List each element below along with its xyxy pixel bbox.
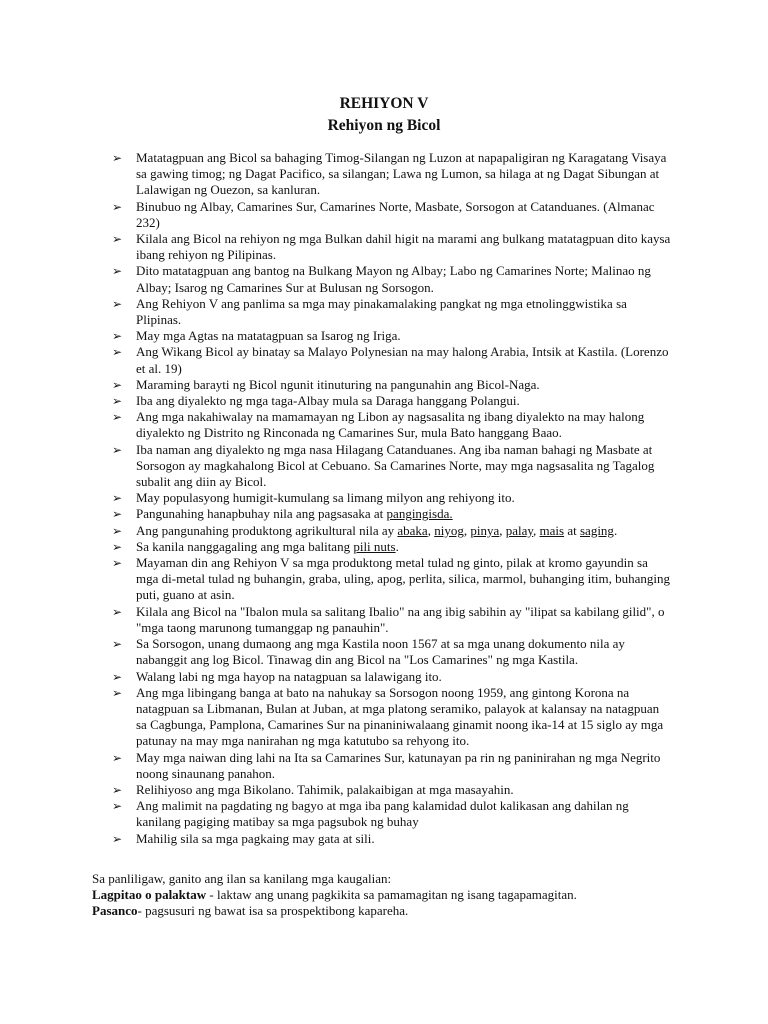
courtship-section — [92, 871, 692, 920]
list-item-text — [136, 328, 401, 343]
list-item-text — [136, 555, 670, 602]
term-label: Lagpitao o palaktaw — [92, 887, 207, 903]
courtship-intro: Sa panliligaw, ganito ang ilan sa kanilang mga kaugalian: — [92, 871, 392, 886]
bullet-list — [112, 150, 672, 847]
list-item — [112, 782, 672, 798]
arrow-bullet-icon: ➢ — [112, 604, 123, 619]
item-text: Ang pangunahing produktong agrikultural nila ay — [136, 522, 398, 538]
list-item — [112, 442, 672, 491]
list-item — [112, 393, 672, 409]
arrow-bullet-icon: ➢ — [112, 523, 123, 538]
page-title: REHIYON V — [339, 95, 429, 112]
arrow-bullet-icon: ➢ — [112, 831, 123, 846]
arrow-bullet-icon: ➢ — [112, 556, 123, 571]
list-item-text — [136, 750, 660, 781]
list-item — [112, 506, 672, 522]
item-text: Walang labi ng mga hayop na natagpuan sa lalawigang ito. — [136, 668, 442, 684]
item-text: Ang Rehiyon V ang panlima sa mga may pinakamalaking pangkat ng mga etnolinggwistika sa Plipinas. — [136, 295, 627, 328]
arrow-bullet-icon: ➢ — [112, 637, 123, 652]
arrow-bullet-icon: ➢ — [112, 151, 123, 165]
list-item — [112, 685, 672, 750]
list-item-text — [136, 798, 629, 829]
arrow-bullet-icon: ➢ — [112, 199, 123, 214]
item-text: Iba naman ang diyalekto ng mga nasa Hilagang Catanduanes. Ang iba naman bahagi ng Masbate at Sorsogon ay magkahalong Bicol at Cebuano. Sa Camarines Norte, may mga nagsasalita ng Tagalog subalit ang diin ay Bicol. — [136, 441, 655, 490]
list-item-text — [136, 442, 654, 489]
item-text: Relihiyoso ang mga Bikolano. Tahimik, palakaibigan at mga masayahin. — [136, 781, 514, 797]
item-text: May mga naiwan ding lahi na Ita sa Camarines Sur, katunayan pa rin ng paninirahan ng mga Negrito noong sinaunang panahon. — [136, 749, 661, 781]
term-definition: - laktaw ang unang pagkikita sa pamamagitan ng isang tagapamagitan. — [206, 887, 577, 903]
arrow-bullet-icon: ➢ — [112, 442, 123, 457]
item-text: Dito matatagpuan ang bantog na Bulkang Mayon ng Albay; Labo ng Camarines Norte; Malinao ng Albay; Isarog ng Camarines Sur at Bulusan ng Sorsogon. — [136, 263, 651, 295]
list-item — [112, 263, 672, 295]
list-item-text — [136, 377, 540, 392]
list-item — [112, 490, 672, 506]
list-item — [112, 296, 672, 328]
list-item-text — [136, 199, 655, 230]
item-text: Mahilig sila sa mga pagkaing may gata at sili. — [136, 830, 375, 846]
list-item-text — [136, 669, 442, 684]
list-item-text — [136, 344, 668, 375]
list-item-text — [136, 782, 514, 797]
list-item — [112, 344, 672, 376]
list-item — [112, 377, 672, 393]
arrow-bullet-icon: ➢ — [112, 507, 123, 522]
list-item-text — [136, 539, 399, 554]
arrow-bullet-icon: ➢ — [112, 491, 123, 506]
item-text: May populasyong humigit-kumulang sa limang milyon ang rehiyong ito. — [136, 490, 515, 506]
arrow-bullet-icon: ➢ — [112, 539, 123, 554]
list-item-text — [136, 604, 664, 635]
arrow-bullet-icon: ➢ — [112, 782, 123, 797]
list-item-text — [136, 490, 515, 505]
list-item-text — [136, 393, 520, 408]
list-item — [112, 539, 672, 555]
item-text: Sa Sorsogon, unang dumaong ang mga Kastila noon 1567 at sa mga unang dokumento nila ay nabanggit ang log Bicol. Tinawag din ang Bicol na "Los Camarines" ng mga Kastila. — [136, 636, 625, 668]
item-text: Ang malimit na pagdating ng bagyo at mga iba pang kalamidad dulot kalikasan ang dahilan ng kanilang pagiging matibay sa mga pagsubok ng buhay — [136, 798, 629, 830]
arrow-bullet-icon: ➢ — [112, 750, 123, 765]
list-item-text — [136, 685, 663, 749]
list-item — [112, 231, 672, 263]
item-text: Pangunahing hanapbuhay nila ang pagsasaka at — [136, 506, 387, 522]
arrow-bullet-icon: ➢ — [112, 669, 123, 684]
item-text: Mayaman din ang Rehiyon V sa mga produktong metal tulad ng ginto, pilak at kromo gayundin sa mga di-metal tulad ng buhangin, graba, uling, apog, perlita, silica, marmol, buhanging itim, buhanging puti, guano at asin. — [136, 555, 670, 603]
term-row — [92, 887, 692, 903]
underlined-text: pangingisda. — [386, 506, 453, 522]
list-item-text — [136, 296, 627, 327]
underlined-text: pili nuts — [353, 538, 396, 554]
item-text: Ang mga libingang banga at bato na nahukay sa Sorsogon noong 1959, ang gintong Korona na natagpuan sa Libmanan, Bulan at Juban, at mga platong seramiko, palayok at kalansay na natagpuan sa Cagbunga, Pamplona, Camarines Sur na pinaniniwalaang ginamit noong ika-14 at 15 siglo ay mga patunay na may mga nanirahan ng mga katutubo sa rehyong ito. — [136, 684, 664, 749]
item-text-end: . — [395, 538, 399, 554]
item-text: Matatagpuan ang Bicol sa bahaging Timog-Silangan ng Luzon at napapaligiran ng Karagatang Visaya sa gawing timog; ng Dagat Pacifico, sa silangan; Lawa ng Lumon, sa hilaga at ng Dagat Sibungan at Lalawigan ng Ouezon, sa kanluran. — [136, 150, 667, 198]
list-item-text: Ang pangunahing produktong agrikultural nila ay abaka, niyog, pinya, palay, mais at saging. — [136, 522, 618, 538]
term-row — [92, 903, 692, 919]
crop-term: palay — [505, 522, 534, 538]
arrow-bullet-icon: ➢ — [112, 345, 123, 360]
list-item — [112, 604, 672, 636]
arrow-bullet-icon: ➢ — [112, 329, 123, 344]
arrow-bullet-icon: ➢ — [112, 296, 123, 311]
list-item-text — [136, 636, 625, 667]
crop-term: mais — [539, 522, 565, 538]
list-item — [112, 523, 672, 539]
list-item — [112, 831, 672, 847]
item-text: Sa kanila nanggagaling ang mga balitang — [136, 538, 354, 554]
arrow-bullet-icon: ➢ — [112, 232, 123, 247]
item-text: Iba ang diyalekto ng mga taga-Albay mula sa Daraga hanggang Polangui. — [136, 393, 520, 409]
item-text: May mga Agtas na matatagpuan sa Isarog ng Iriga. — [136, 328, 401, 344]
list-item-text — [136, 831, 375, 846]
list-item — [112, 636, 672, 668]
list-item — [112, 555, 672, 604]
arrow-bullet-icon: ➢ — [112, 685, 123, 700]
arrow-bullet-icon: ➢ — [112, 377, 123, 392]
item-text: Kilala ang Bicol na "Ibalon mula sa salitang Ibalio" na ang ibig sabihin ay "ilipat sa kabilang gilid", o "mga taong marunong tumanggap ng panauhin". — [136, 603, 665, 635]
list-item-text — [136, 506, 453, 521]
term-definition: - pagsusuri ng bawat isa sa prospektibong kapareha. — [137, 903, 409, 919]
arrow-bullet-icon: ➢ — [112, 410, 123, 425]
list-item-text — [136, 150, 666, 197]
crop-term: niyog — [434, 522, 464, 538]
list-item — [112, 150, 672, 199]
item-text: Binubuo ng Albay, Camarines Sur, Camarines Norte, Masbate, Sorsogon at Catanduanes. (Almanac 232) — [136, 198, 655, 230]
list-item-text — [136, 409, 644, 440]
item-text: Maraming barayti ng Bicol ngunit itinuturing na pangunahin ang Bicol-Naga. — [136, 376, 540, 392]
list-item-text — [136, 231, 670, 262]
list-item — [112, 669, 672, 685]
term-label: Pasanco — [92, 903, 138, 919]
list-item — [112, 409, 672, 441]
list-item — [112, 199, 672, 231]
crop-term: abaka — [397, 522, 428, 538]
arrow-bullet-icon: ➢ — [112, 799, 123, 814]
item-text: Ang Wikang Bicol ay binatay sa Malayo Polynesian na may halong Arabia, Intsik at Kastila. (Lorenzo et al. 19) — [136, 344, 669, 376]
item-text: Ang mga nakahiwalay na mamamayan ng Libon ay nagsasalita ng ibang diyalekto na may halong diyalekto ng Distrito ng Rinconada ng Camarines Sur, mula Bato hanggang Baao. — [136, 409, 645, 441]
page-subtitle: Rehiyon ng Bicol — [327, 117, 441, 134]
arrow-bullet-icon: ➢ — [112, 394, 123, 409]
list-item-text — [136, 263, 651, 294]
arrow-bullet-icon: ➢ — [112, 264, 123, 279]
item-text: Kilala ang Bicol na rehiyon ng mga Bulkan dahil higit na marami ang bulkang matatagpuan dito kaysa ibang rehiyon ng Pilipinas. — [136, 231, 671, 263]
list-item — [112, 750, 672, 782]
list-item — [112, 798, 672, 830]
list-item — [112, 328, 672, 344]
crop-term: saging — [579, 522, 614, 538]
crop-term: pinya — [470, 522, 500, 538]
